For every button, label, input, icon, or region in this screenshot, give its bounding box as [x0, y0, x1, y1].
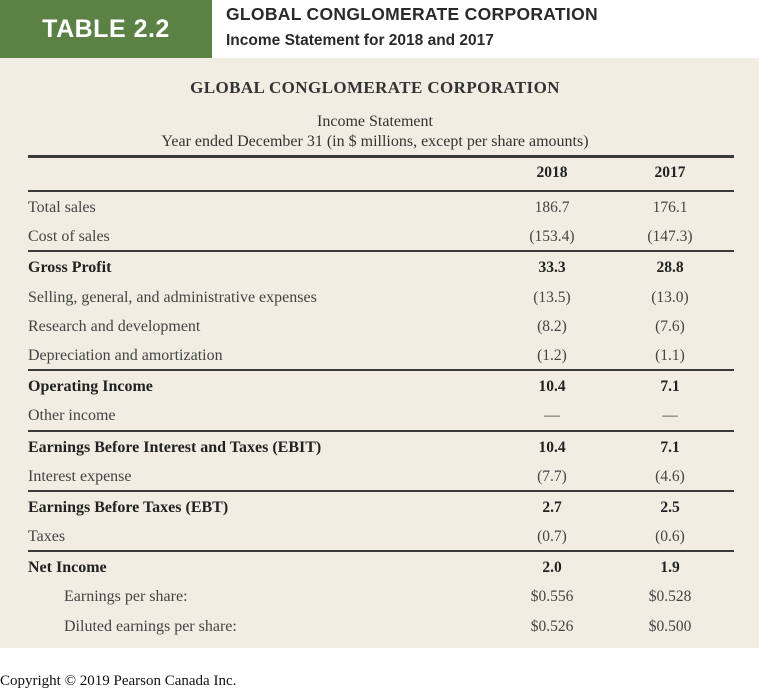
- row-label: Operating Income: [28, 378, 153, 396]
- table-header: [0, 0, 759, 58]
- row-label: Earnings Before Taxes (EBT): [28, 498, 229, 516]
- value-2017: 1.9: [660, 559, 680, 577]
- value-2018: 10.4: [538, 438, 566, 456]
- row-label: Selling, general, and administrative expenses: [28, 288, 317, 306]
- statement-title: Income Statement: [317, 113, 433, 130]
- value-2017: (0.6): [655, 528, 685, 546]
- table-number-tag: TABLE 2.2: [0, 0, 212, 58]
- value-2017: (13.0): [651, 288, 689, 306]
- value-2017: 176.1: [652, 199, 688, 216]
- column-header-row: [28, 155, 734, 192]
- table-row: [28, 430, 734, 461]
- value-2018: (153.4): [529, 228, 575, 246]
- row-label: Total sales: [28, 199, 96, 216]
- column-header-2018: 2018: [536, 164, 568, 181]
- table-row: [28, 550, 734, 581]
- row-label: Gross Profit: [28, 259, 112, 277]
- row-label: Earnings Before Interest and Taxes (EBIT): [28, 438, 322, 456]
- table-row: [28, 340, 734, 369]
- value-2018: $0.556: [530, 588, 574, 606]
- value-2018: 10.4: [538, 378, 566, 396]
- table-row: [28, 490, 734, 521]
- table-row: [28, 400, 734, 429]
- row-label: Earnings per share:: [64, 588, 188, 606]
- value-2017: 28.8: [656, 259, 684, 277]
- header-subtitle: Income Statement for 2018 and 2017: [226, 32, 494, 49]
- table-row: [28, 611, 734, 640]
- table-row: [28, 521, 734, 550]
- row-label: Other income: [28, 407, 116, 425]
- statement-period: Year ended December 31 (in $ millions, except per share amounts): [161, 133, 589, 150]
- table-row: [28, 192, 734, 221]
- value-2018: 2.7: [542, 498, 562, 516]
- value-2017: 7.1: [660, 378, 680, 396]
- table-row: [28, 581, 734, 610]
- value-2017: $0.528: [648, 588, 692, 606]
- table-row: [28, 250, 734, 281]
- income-statement-table: [28, 155, 734, 640]
- value-2018: (0.7): [537, 528, 567, 546]
- header-title: GLOBAL CONGLOMERATE CORPORATION: [226, 4, 598, 24]
- value-2017: 2.5: [660, 498, 680, 516]
- value-2017: $0.500: [648, 617, 692, 635]
- value-2017: 7.1: [660, 438, 680, 456]
- table-row: [28, 221, 734, 250]
- table-row: [28, 282, 734, 311]
- value-2018: —: [544, 407, 560, 425]
- value-2018: (7.7): [537, 467, 567, 485]
- row-label: Depreciation and amortization: [28, 346, 223, 364]
- value-2017: (4.6): [655, 467, 685, 485]
- row-label: Cost of sales: [28, 228, 110, 246]
- value-2017: (7.6): [655, 317, 685, 335]
- copyright-notice: Copyright © 2019 Pearson Canada Inc.: [0, 673, 237, 689]
- column-header-2017: 2017: [654, 164, 686, 181]
- value-2018: 2.0: [542, 559, 562, 577]
- row-label: Taxes: [28, 528, 66, 546]
- value-2018: (13.5): [533, 288, 571, 306]
- value-2017: —: [662, 407, 678, 425]
- row-label: Net Income: [28, 559, 107, 577]
- value-2018: (1.2): [537, 346, 567, 364]
- value-2018: 186.7: [534, 199, 570, 216]
- company-name: GLOBAL CONGLOMERATE CORPORATION: [190, 78, 560, 97]
- row-label: Interest expense: [28, 467, 132, 485]
- value-2018: 33.3: [538, 259, 566, 277]
- value-2017: (147.3): [647, 228, 693, 246]
- value-2018: (8.2): [537, 317, 567, 335]
- row-label: Research and development: [28, 317, 201, 335]
- value-2017: (1.1): [655, 346, 685, 364]
- table-row: [28, 369, 734, 400]
- table-row: [28, 311, 734, 340]
- value-2018: $0.526: [530, 617, 574, 635]
- table-row: [28, 461, 734, 490]
- row-label: Diluted earnings per share:: [64, 617, 237, 635]
